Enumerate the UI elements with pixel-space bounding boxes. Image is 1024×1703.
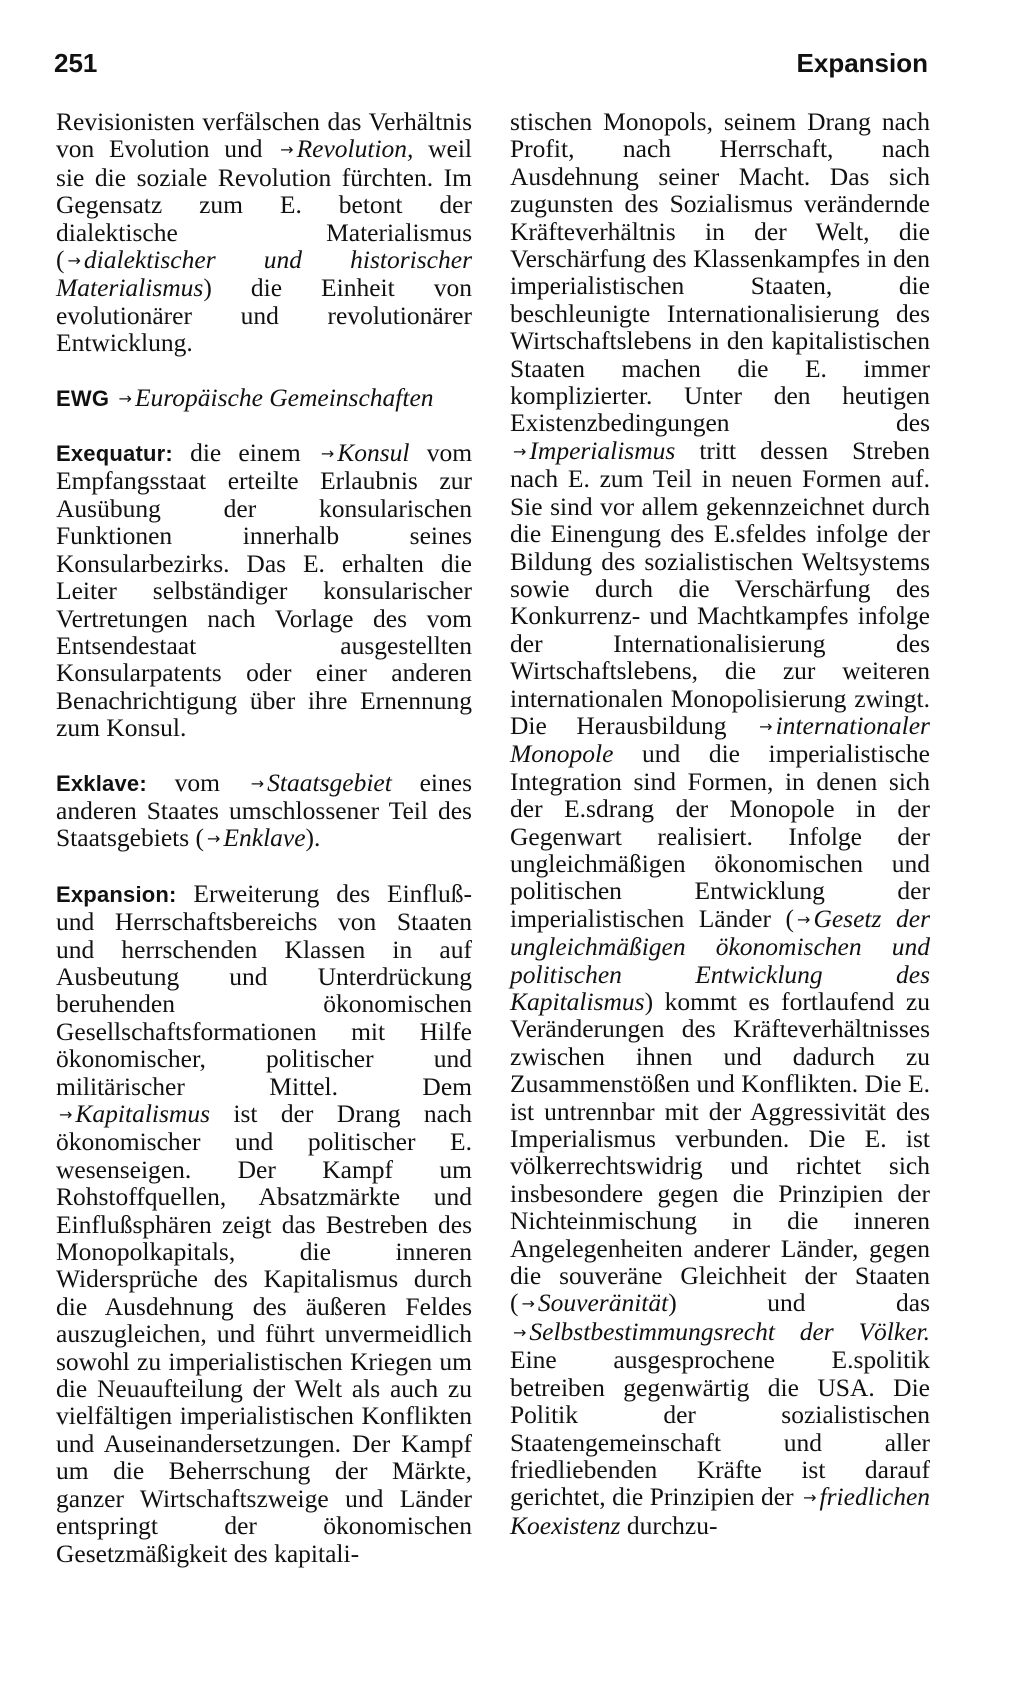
left-column [56,108,472,1567]
xref-gesetz-ungleichmaessige-entwicklung[interactable]: Gesetz der ungleichmäßigen ökonomischen und politischen Entwicklung des Kapitalismus [510,903,930,1016]
xref-revolution[interactable]: Revolution, [296,134,414,164]
xref-internationaler-monopole[interactable]: internationaler Monopole [510,710,930,769]
arrow-icon: → [320,444,335,464]
lemma-exequatur: Exequatur: [56,441,173,467]
arrow-icon: → [250,773,265,793]
arrow-icon: → [67,251,81,271]
arrow-icon: → [59,1105,73,1124]
running-head: Expansion [796,48,928,78]
xref-souveraenitaet[interactable]: Souveränität [537,1288,669,1318]
arrow-icon: → [759,716,773,736]
arrow-icon: → [280,140,294,160]
entry-ewg [56,384,472,412]
xref-konsul[interactable]: Konsul [337,438,410,468]
page-header [54,48,928,88]
arrow-icon: → [521,1294,535,1314]
xref-selbstbestimmungsrecht[interactable]: Selbstbestimmungsrecht der Völker. [529,1316,930,1346]
arrow-icon: → [513,1322,527,1342]
entry-exequatur: Exequatur: die einem → Konsul vom Empfangsstaat erteilte Erlaubnis zur Ausübung der konsularischen Funktionen innerhalb seines Konsularbezirks. Das E. erhalten die Leiter selbständiger konsularischer Vertretungen nach Vorlage des vom Entsendestaat ausgestellten Konsularpatents oder einer anderen Benachrichtigung über ihre Ernennung zum Konsul. [56,438,473,743]
arrow-icon: → [118,388,132,408]
arrow-icon: → [797,909,811,929]
lemma-expansion: Expansion: [56,881,177,907]
xref-imperialismus[interactable]: Imperialismus [529,435,676,465]
xref-staatsgebiet[interactable]: Staatsgebiet [267,767,392,797]
entry-expansion: Expansion: Erweiterung des Einfluß- und Herrschaftsbereichs von Staaten und herrschenden Klassen in auf Ausbeutung und Unterdrückung beruhenden ökonomischen Gesellschaftsformationen mit Hilfe ökonomischer, politischer und militärischer Mittel. Dem → Kapitalismus ist der Drang nach ökonomischer und politischer E. wesenseigen. Der Kampf um Rohstoffquellen, Absatzmärkte und Einflußsphären zeigt das Bestreben des Monopolkapitals, die inneren Widersprüche des Kapitalismus durch die Ausdehnung des äußeren Feldes auszugleichen, und führt unvermeidlich sowohl zu imperialistischen Kriegen um die Neuaufteilung der Welt als auch zu vielfältigen imperialistischen Konflikten und Auseinandersetzungen. Der Kampf um die Beherrschung der Märkte, ganzer Wirtschaftszweige und Länder entspringt der ökonomischen Gesetzmäßigkeit des kapitali- [56,878,473,1568]
xref-europaeische-gemeinschaften[interactable]: Europäische Gemeinschaften [134,382,434,412]
entry-expansion-continued: stischen Monopols, seinem Drang nach Profit, nach Herrschaft, nach Ausdehnung seiner Macht. Das sich zugunsten des Sozialismus verändernde Kräfteverhältnis in der Welt, die Verschärfung des Klassenkampfes in den imperialistischen Staaten, die beschleunigte Internationalisierung des Wirtschaftslebens in den kapitalistischen Staaten machen die E. immer komplizierter. Unter den heutigen Existenzbedingungen des → Imperialismus tritt dessen Streben nach E. zum Teil in neuen Formen auf. Sie sind vor allem gekennzeichnet durch die Einengung des E.sfeldes infolge der Bildung des sozialistischen Weltsystems sowie durch die Verschärfung des Konkurrenz- und Machtkampfes infolge der Internationalisierung des Wirtschaftslebens, die zur weiteren internationalen Monopolisierung zwingt. Die Herausbildung → internationaler Monopole und die imperialistische Integration sind Formen, in denen sich der E.sdrang der Monopole in der Gegenwart realisiert. Infolge der ungleichmäßigen ökonomischen und politischen Entwicklung der imperialistischen Länder ( → Gesetz der ungleichmäßigen ökonomischen und politischen Entwicklung des Kapitalismus) kommt es fortlaufend zu Veränderungen des Kräfteverhältnisses zwischen ihnen und dadurch zu Zusammenstößen und Konflikten. Die E. ist untrennbar mit der Aggressivität des Imperialismus verbunden. Die E. ist völkerrechtswidrig und richtet sich insbesondere gegen die Prinzipien der Nichteinmischung in die inneren Angelegenheiten anderer Länder, gegen die souveräne Gleichheit der Staaten ( → Souveränität) und das → Selbstbestimmungsrecht der Völker. Eine ausgesprochene E.spolitik betreiben gegenwärtig die USA. Die Politik der sozialistischen Staatengemeinschaft und aller friedliebenden Kräfte ist darauf gerichtet, die Prinzipien der → friedlichen Koexistenz durchzu- [510,107,931,1540]
arrow-icon: → [207,829,221,849]
xref-friedliche-koexistenz[interactable]: friedlichen Koexistenz [510,1482,931,1540]
arrow-icon: → [803,1488,817,1508]
lemma-ewg: EWG [56,385,110,411]
page-number: 251 [54,48,98,78]
lemma-exklave: Exklave: [56,770,147,796]
entry-continuation: Revisionisten verfälschen das Verhältnis von Evolution und → Revolution, weil sie die soziale Revolution fürchten. Im Gegensatz zum E. betont der dialektische Materialismus ( → dialektischer und historischer Materialismus) die Einheit von evolutionärer und revolutionärer Entwicklung. [56,107,472,358]
xref-enklave[interactable]: Enklave [223,823,306,853]
arrow-icon: → [513,441,527,461]
entry-exklave: Exklave: vom → Staatsgebiet eines anderen Staates umschlossener Teil des Staatsgebiets ( → Enklave). [56,767,472,853]
right-column [510,108,930,1539]
xref-kapitalismus[interactable]: Kapitalismus [75,1099,211,1128]
xref-dialektischer-materialismus[interactable]: dialektischer und historischer Materialismus [56,245,472,303]
